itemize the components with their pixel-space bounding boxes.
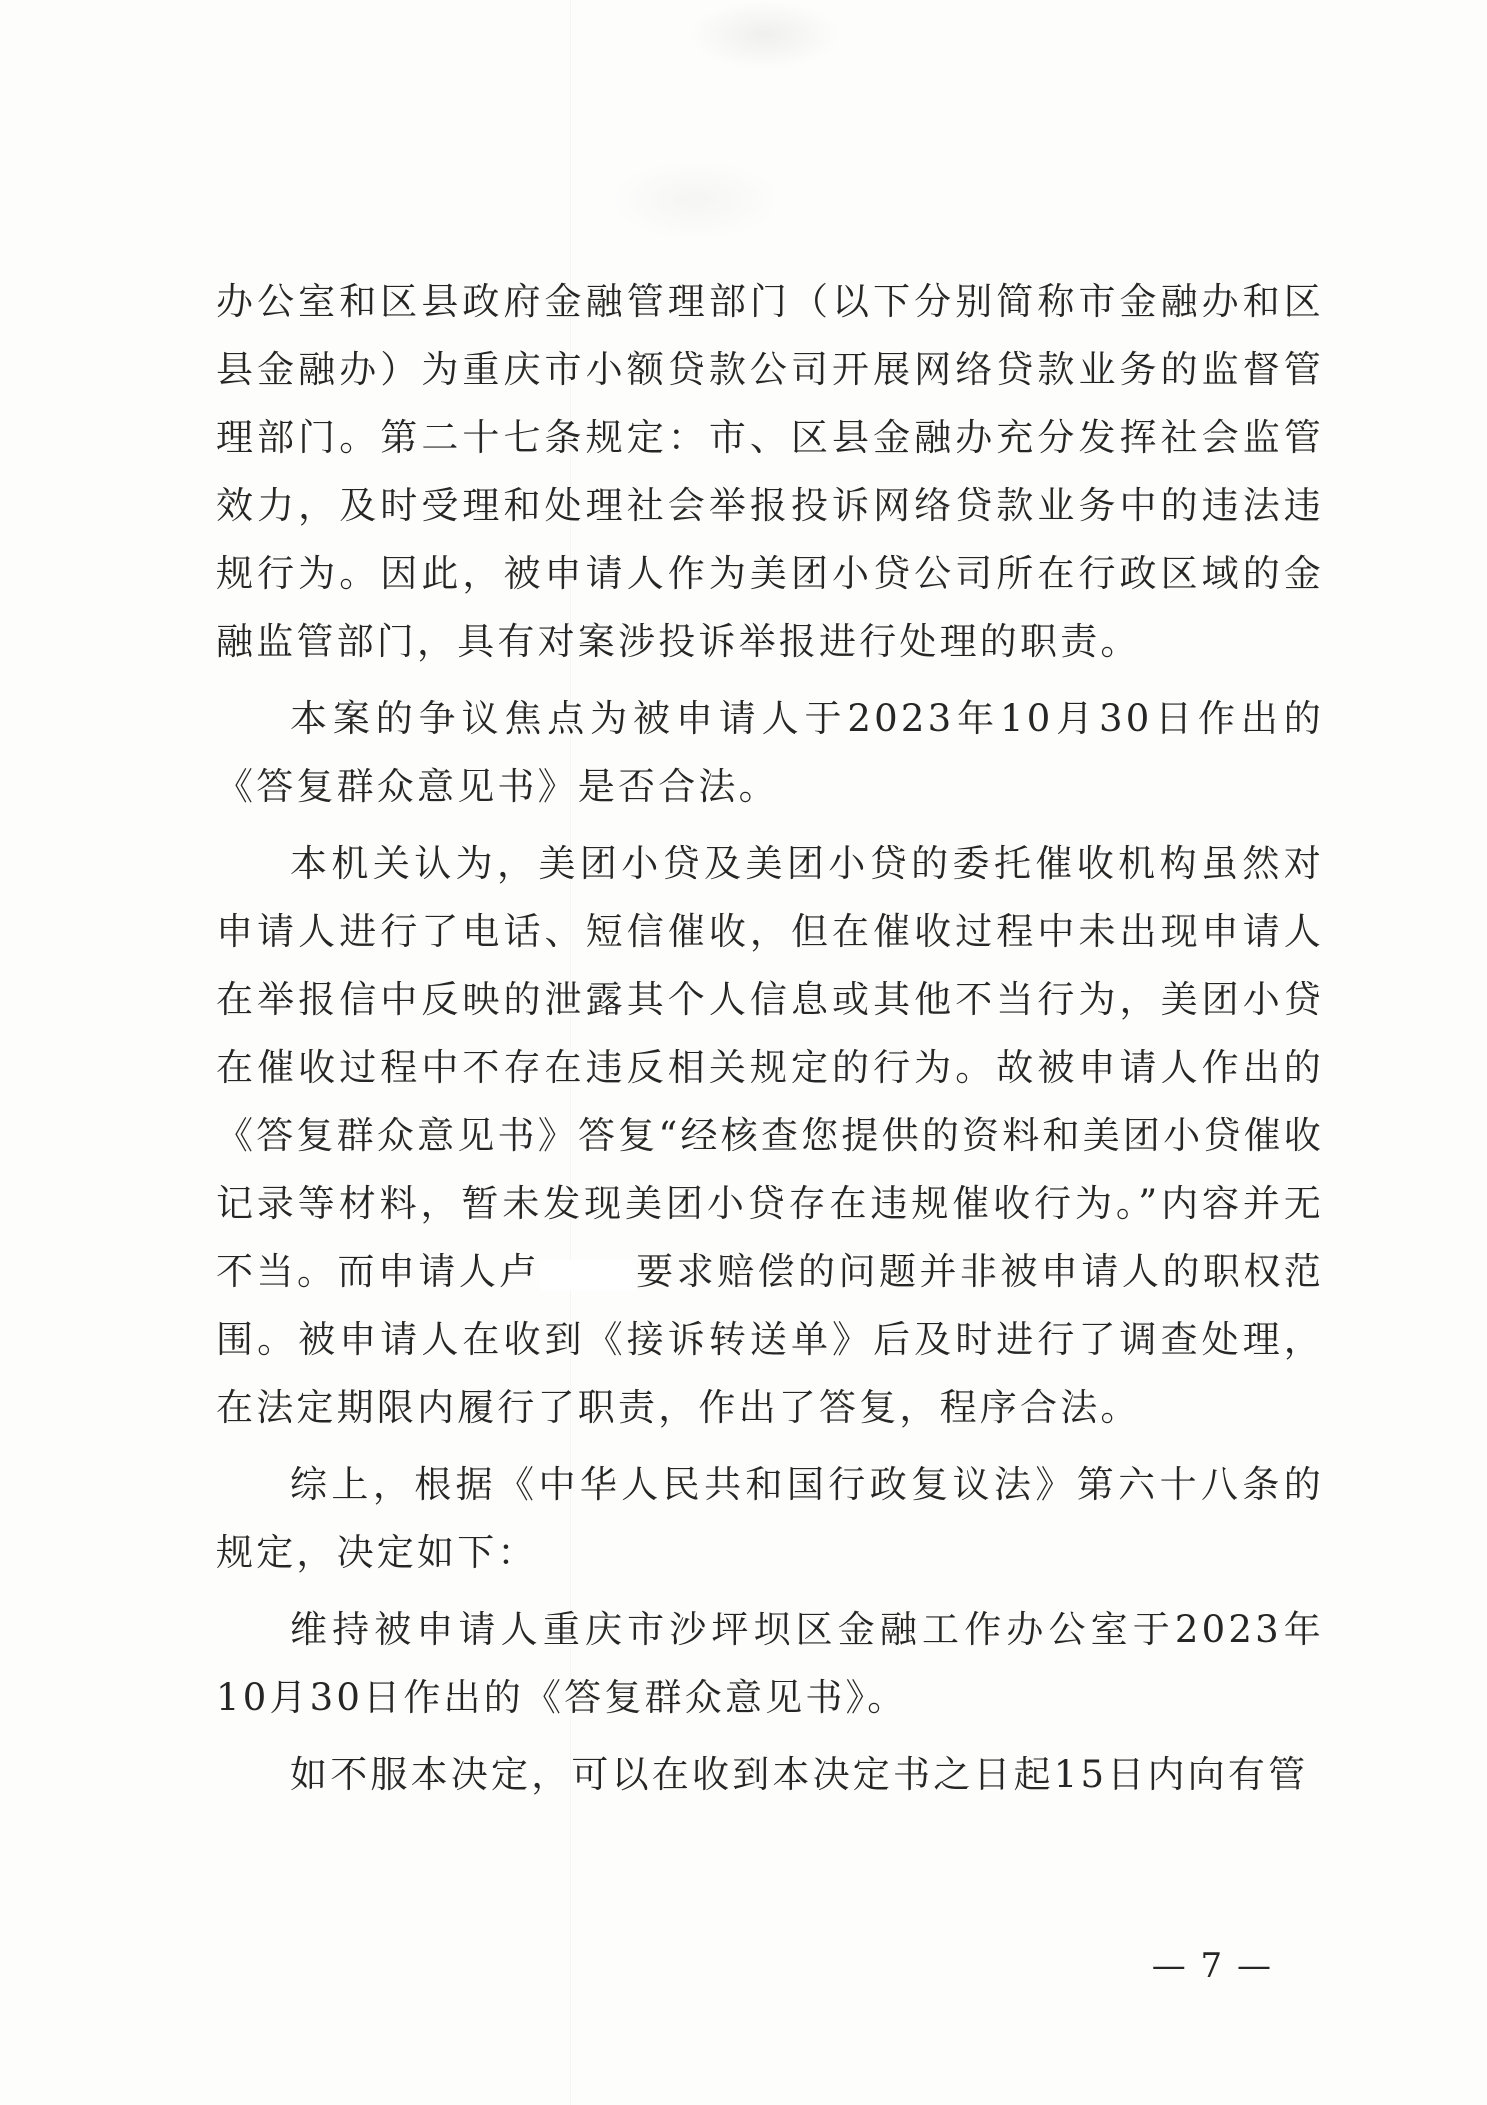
paragraph-dispute-focus: 本案的争议焦点为被申请人于2023年10月30日作出的《答复群众意见书》是否合法。 [216, 697, 1324, 808]
paragraph-appeal-notice: 如不服本决定，可以在收到本决定书之日起15日内向有管 [290, 1753, 1309, 1796]
paragraph-agency-opinion [216, 830, 1324, 1442]
scan-artifact [610, 160, 780, 240]
document-body [216, 268, 1324, 1809]
page-number: — 7 — [1151, 1946, 1273, 1986]
scan-artifact [690, 0, 840, 70]
paragraph-text: 本机关认为，美团小贷及美团小贷的委托催收机构虽然对申请人进行了电话、短信催收，但在催收过程中未出现申请人在举报信中反映的泄露其个人信息或其他不当行为，美团小贷在催收过程中不存在违反相关规定的行为。故被申请人作出的《答复群众意见书》答复“经核查您提供的资料和美团小贷催收记录等材料，暂未发现美团小贷存在违规催收行为。”内容并无不当。而申请人卢 [216, 842, 1324, 1293]
paragraph-text: 要求赔偿的问题并非被申请人的职权范围。被申请人在收到《接诉转送单》后及时进行了调查处理，在法定期限内履行了职责，作出了答复，程序合法。 [216, 1250, 1324, 1429]
paragraph-continuation: 办公室和区县政府金融管理部门（以下分别简称市金融办和区县金融办）为重庆市小额贷款公司开展网络贷款业务的监督管理部门。第二十七条规定：市、区县金融办充分发挥社会监管效力，及时受理和处理社会举报投诉网络贷款业务中的违法违规行为。因此，被申请人作为美团小贷公司所在行政区域的金融监管部门，具有对案涉投诉举报进行处理的职责。 [216, 280, 1324, 663]
paragraph-decision: 维持被申请人重庆市沙坪坝区金融工作办公室于2023年10月30日作出的《答复群众意见书》。 [216, 1608, 1324, 1719]
paragraph-conclusion: 综上，根据《中华人民共和国行政复议法》第六十八条的规定，决定如下： [216, 1463, 1324, 1574]
redacted-name [540, 1260, 636, 1290]
